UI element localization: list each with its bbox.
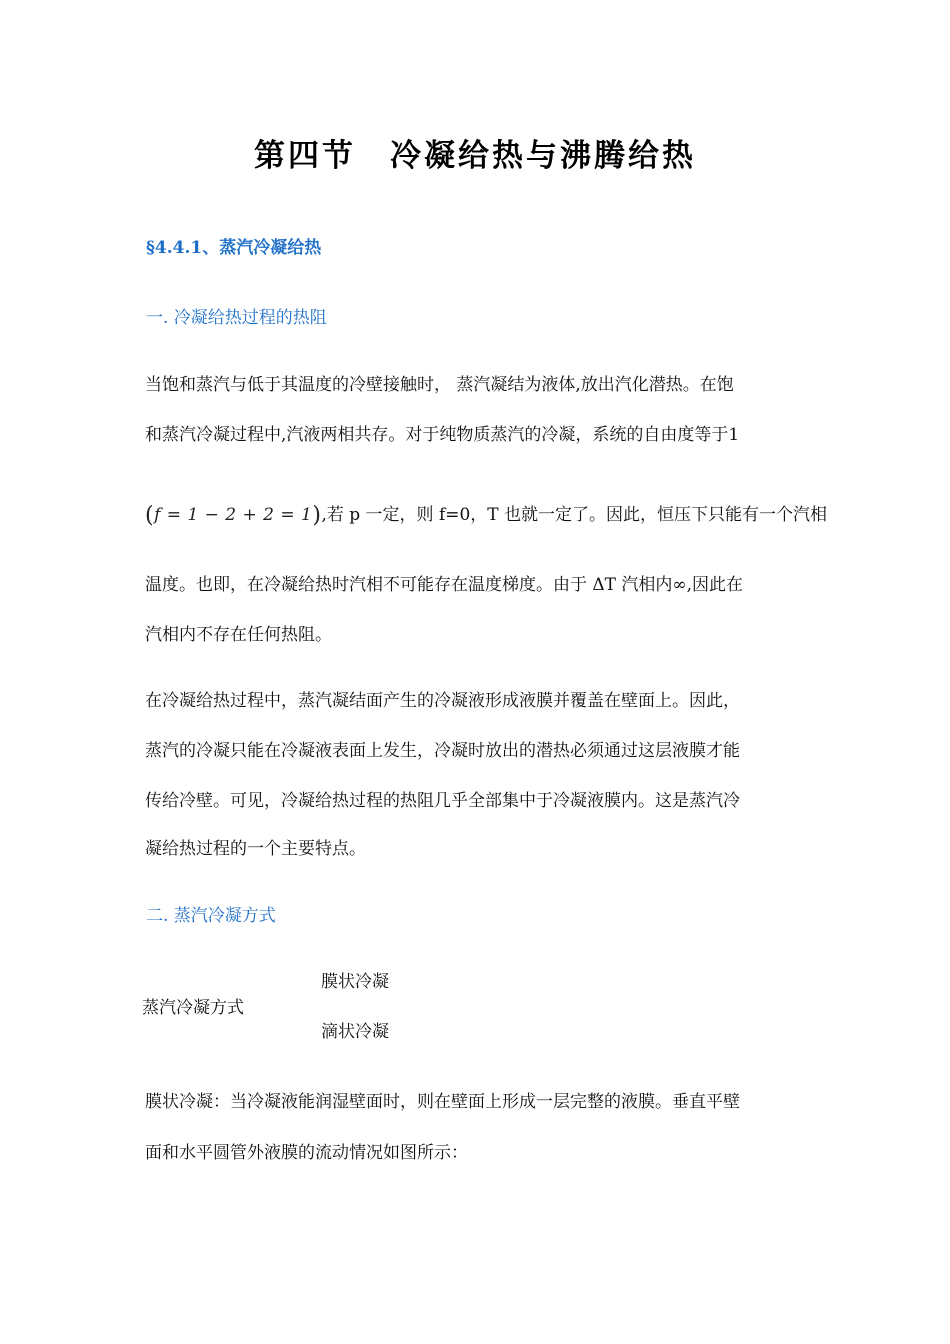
section-heading: §4.4.1、蒸汽冷凝给热 <box>146 238 322 258</box>
paragraph-1-line-4: 温度。也即，在冷凝给热时汽相不可能存在温度梯度。由于 ΔT 汽相内∞,因此在 <box>145 575 743 595</box>
paragraph-1-line-1: 当饱和蒸汽与低于其温度的冷壁接触时， 蒸汽凝结为液体,放出汽化潜热。在饱 <box>145 375 734 395</box>
paragraph-2-line-3: 传给冷壁。可见，冷凝给热过程的热阻几乎全部集中于冷凝液膜内。这是蒸汽冷 <box>145 791 740 811</box>
paragraph-1-line-5: 汽相内不存在任何热阻。 <box>145 625 332 645</box>
paragraph-1-line-3-text: ,若 p 一定，则 f=0，T 也就一定了。因此，恒压下只能有一个汽相 <box>321 505 828 525</box>
formula-text: f = 1 − 2 + 2 = 1 <box>154 505 313 525</box>
paragraph-1-line-2: 和蒸汽冷凝过程中,汽液两相共存。对于纯物质蒸汽的冷凝，系统的自由度等于1 <box>145 425 740 445</box>
degrees-of-freedom-formula: (f = 1 − 2 + 2 = 1) <box>145 503 322 528</box>
paragraph-1-line-3 <box>145 500 827 528</box>
subsection-heading-2: 二. 蒸汽冷凝方式 <box>146 906 276 926</box>
paragraph-3-line-2: 面和水平圆管外液膜的流动情况如图所示： <box>145 1143 468 1163</box>
condensation-mode-dropwise: 滴状冷凝 <box>321 1022 389 1042</box>
paragraph-2-line-1: 在冷凝给热过程中，蒸汽凝结面产生的冷凝液形成液膜并覆盖在壁面上。因此， <box>145 691 740 711</box>
paragraph-3-line-1: 膜状冷凝：当冷凝液能润湿壁面时，则在壁面上形成一层完整的液膜。垂直平壁 <box>145 1092 740 1112</box>
page-title: 第四节 冷凝给热与沸腾给热 <box>254 138 696 174</box>
condensation-mode-film: 膜状冷凝 <box>321 972 389 992</box>
condensation-modes-label: 蒸汽冷凝方式 <box>142 998 244 1018</box>
paragraph-2-line-4: 凝给热过程的一个主要特点。 <box>145 839 366 859</box>
subsection-heading-1: 一. 冷凝给热过程的热阻 <box>146 308 327 328</box>
paragraph-2-line-2: 蒸汽的冷凝只能在冷凝液表面上发生，冷凝时放出的潜热必须通过这层液膜才能 <box>145 741 740 761</box>
